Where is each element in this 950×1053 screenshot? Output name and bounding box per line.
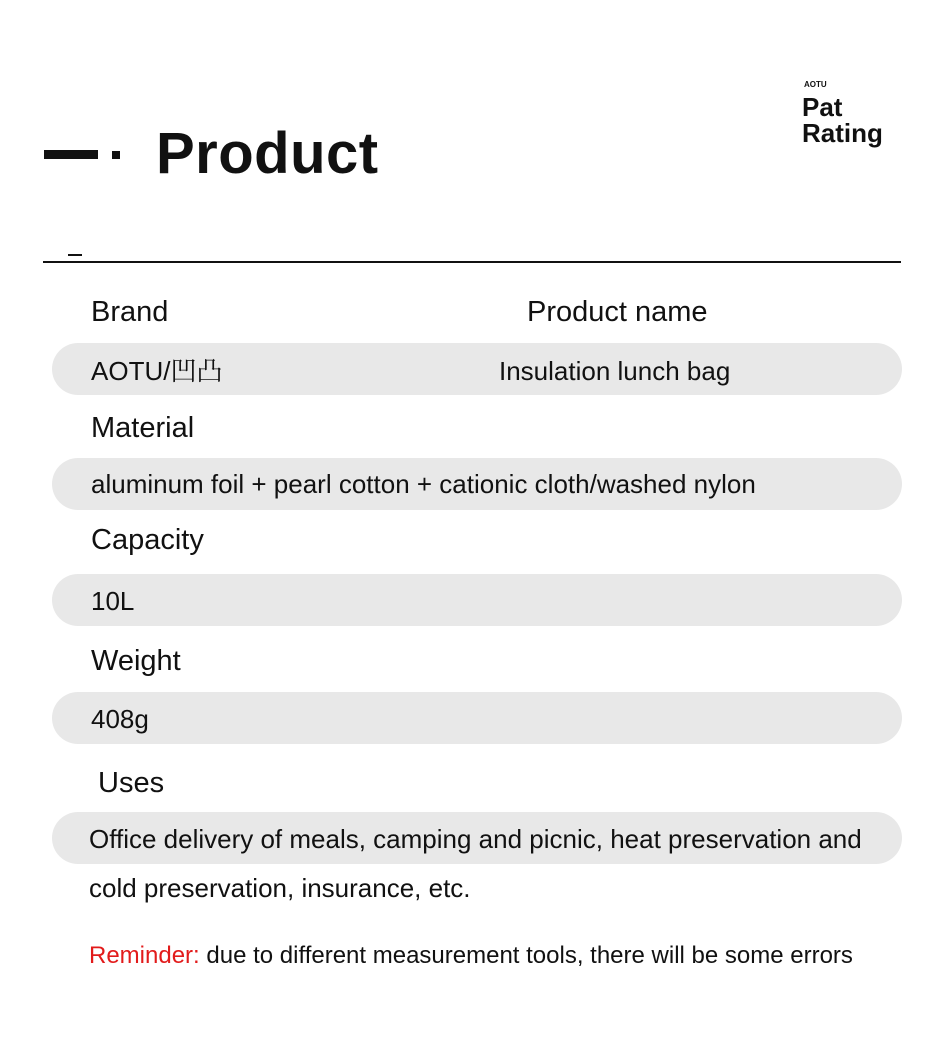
- brand-value: AOTU/凹凸: [91, 356, 223, 386]
- header-dash: [44, 150, 98, 159]
- reminder-text: due to different measurement tools, there will be some errors: [199, 942, 853, 969]
- logo-line-1: Pat: [802, 92, 843, 122]
- product-name-value: Insulation lunch bag: [499, 356, 731, 386]
- uses-value-line-1: Office delivery of meals, camping and picnic, heat preservation and: [89, 824, 862, 854]
- brand-label: Brand: [91, 296, 169, 328]
- capacity-label: Capacity: [91, 524, 204, 556]
- reminder-note: [89, 940, 853, 972]
- reminder-prefix: Reminder:: [89, 942, 200, 969]
- weight-value: 408g: [91, 704, 149, 734]
- capacity-value: 10L: [91, 586, 135, 616]
- uses-label: Uses: [98, 767, 165, 799]
- header-divider: [43, 261, 901, 263]
- small-mark: [68, 254, 82, 256]
- logo-brand-text: AOTU: [804, 80, 827, 89]
- logo-line-2: Rating: [802, 118, 883, 148]
- weight-row-pill: [52, 692, 902, 744]
- capacity-row-pill: [52, 574, 902, 626]
- header-dot: [112, 151, 120, 159]
- product-name-label: Product name: [527, 296, 708, 328]
- material-label: Material: [91, 412, 195, 444]
- material-value: aluminum foil + pearl cotton + cationic cloth/washed nylon: [91, 469, 756, 499]
- page-title: Product: [156, 121, 379, 186]
- uses-value-line-2: cold preservation, insurance, etc.: [89, 873, 471, 903]
- weight-label: Weight: [91, 645, 181, 677]
